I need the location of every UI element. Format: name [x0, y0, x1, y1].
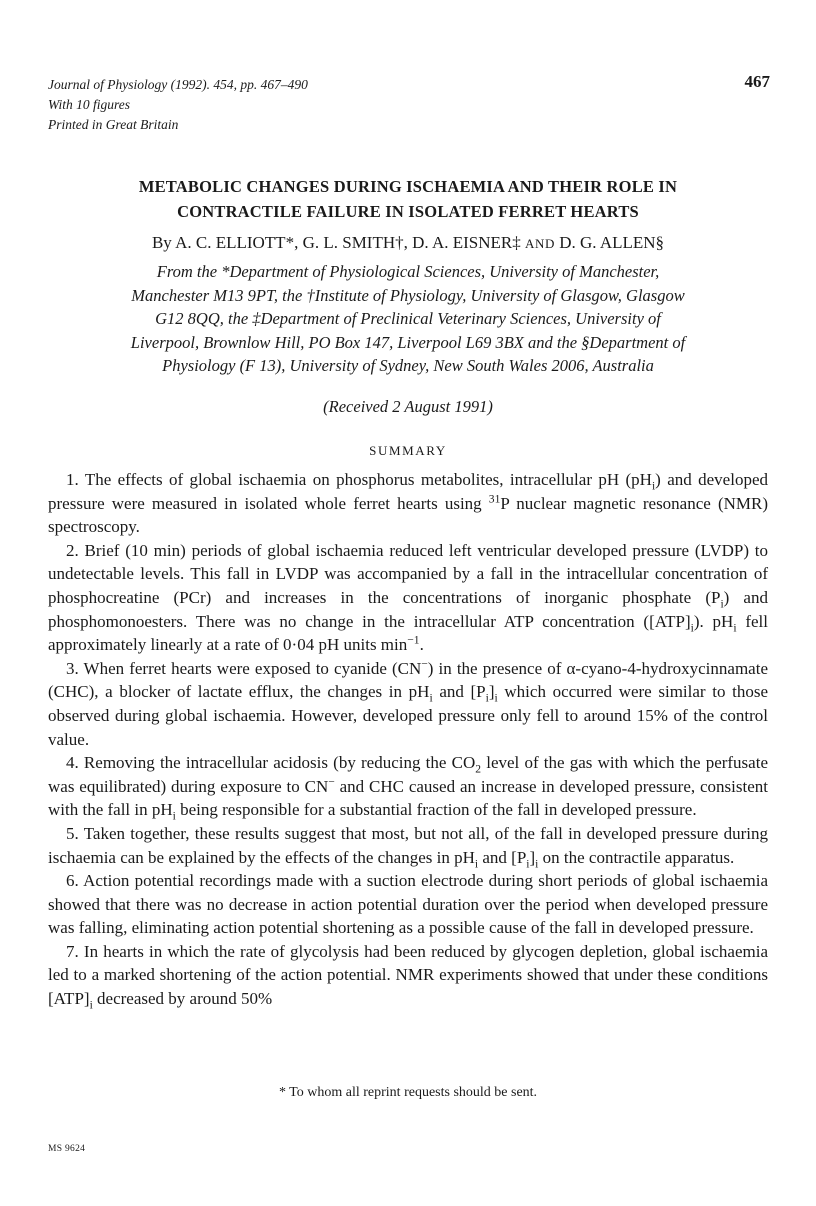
affiliation-line: Physiology (F 13), University of Sydney, New South Wales 2006, Australia — [162, 356, 654, 375]
summary-paragraph-2: 2. Brief (10 min) periods of global ischaemia reduced left ventricular developed pressure (LVDP) to undetectable levels. This fall in LVDP was accompanied by a fall in the intracellular concentration of phosphocreatine (PCr) and increases in the concentrations of inorganic phosphate $(P_i)$ and phosphomonoesters. There was no change in the intracellular ATP concentration $([ATP]_i)$. $pH_i$ fell approximately linearly at a rate of 0·04 pH units $\min^{-1}$. — [48, 540, 768, 655]
manuscript-number: MS 9624 — [48, 1144, 86, 1154]
affiliation-line: From the *Department of Physiological Sciences, University of Manchester, — [156, 262, 660, 281]
summary-body — [48, 468, 768, 1011]
author-list — [40, 232, 776, 255]
affiliation-line: Liverpool, Brownlow Hill, PO Box 147, Liverpool L69 3BX and the §Department of — [130, 332, 686, 352]
summary-paragraph-3: 3. When ferret hearts were exposed to cyanide (CN−) in the presence of α-cyano-4-hydroxycinnamate (CHC), a blocker of lactate efflux, the changes in $pH_i$ and $[P_i]_i$ which occurred were similar to those observed during global ischaemia. However, developed pressure only fell to around 15% of the control value. — [48, 657, 768, 749]
summary-heading: SUMMARY — [369, 443, 447, 458]
journal-header — [48, 75, 308, 135]
author-conjunction: AND — [525, 236, 555, 251]
article-title — [40, 174, 776, 224]
journal-citation: Journal of Physiology (1992). 454, pp. 467–490 — [48, 77, 308, 92]
author-2: G. L. SMITH†, — [302, 233, 408, 252]
footnote: * To whom all reprint requests should be sent. — [278, 1085, 538, 1100]
author-3: D. A. EISNER‡ — [412, 233, 521, 252]
author-1: A. C. ELLIOTT*, — [175, 233, 299, 252]
title-line-2: CONTRACTILE FAILURE IN ISOLATED FERRET HEARTS — [177, 202, 639, 221]
printed-note: Printed in Great Britain — [48, 117, 179, 132]
summary-paragraph-6: 6. Action potential recordings made with a suction electrode during short periods of global ischaemia showed that there was no decrease in action potential duration over the period when developed pressure was falling, eliminating action potential shortening as a possible cause of the fall in developed pressure. — [48, 871, 768, 938]
page-number: 467 — [744, 72, 770, 91]
summary-paragraph-1: 1. The effects of global ischaemia on phosphorus metabolites, intracellular pH $(pH_i)$ and developed pressure were measured in isolated whole ferret hearts using $^{31}$P nuclear magnetic resonance (NMR) spectroscopy. — [48, 470, 768, 537]
affiliations — [40, 260, 776, 378]
title-line-1: METABOLIC CHANGES DURING ISCHAEMIA AND THEIR ROLE IN — [138, 177, 678, 196]
affiliation-line: Manchester M13 9PT, the †Institute of Physiology, University of Glasgow, Glasgow — [131, 285, 685, 305]
author-4: D. G. ALLEN§ — [559, 233, 665, 252]
received-date: (Received 2 August 1991) — [323, 397, 493, 416]
summary-paragraph-5: 5. Taken together, these results suggest that most, but not all, of the fall in developed pressure during ischaemia can be explained by the effects of the changes in $pH_i$ and $[P_i]_i$ on the contractile apparatus. — [48, 823, 768, 870]
summary-paragraph-7: 7. In hearts in which the rate of glycolysis had been reduced by glycogen depletion, global ischaemia led to a marked shortening of the action potential. NMR experiments showed that under these conditions $[ATP]_i$ decreased by around 50% — [48, 941, 768, 1012]
figures-note: With 10 figures — [48, 96, 131, 112]
author-prefix: By — [151, 233, 172, 252]
summary-paragraph-4: 4. Removing the intracellular acidosis (by reducing the $CO_2$ level of the gas with which the perfusate was equilibrated) during exposure to CN− and CHC caused an increase in developed pressure, consistent with the fall in $pH_i$ being responsible for a substantial fraction of the fall in developed pressure. — [48, 753, 768, 823]
affiliation-line: G12 8QQ, the ‡Department of Preclinical Veterinary Sciences, University of — [155, 309, 661, 328]
